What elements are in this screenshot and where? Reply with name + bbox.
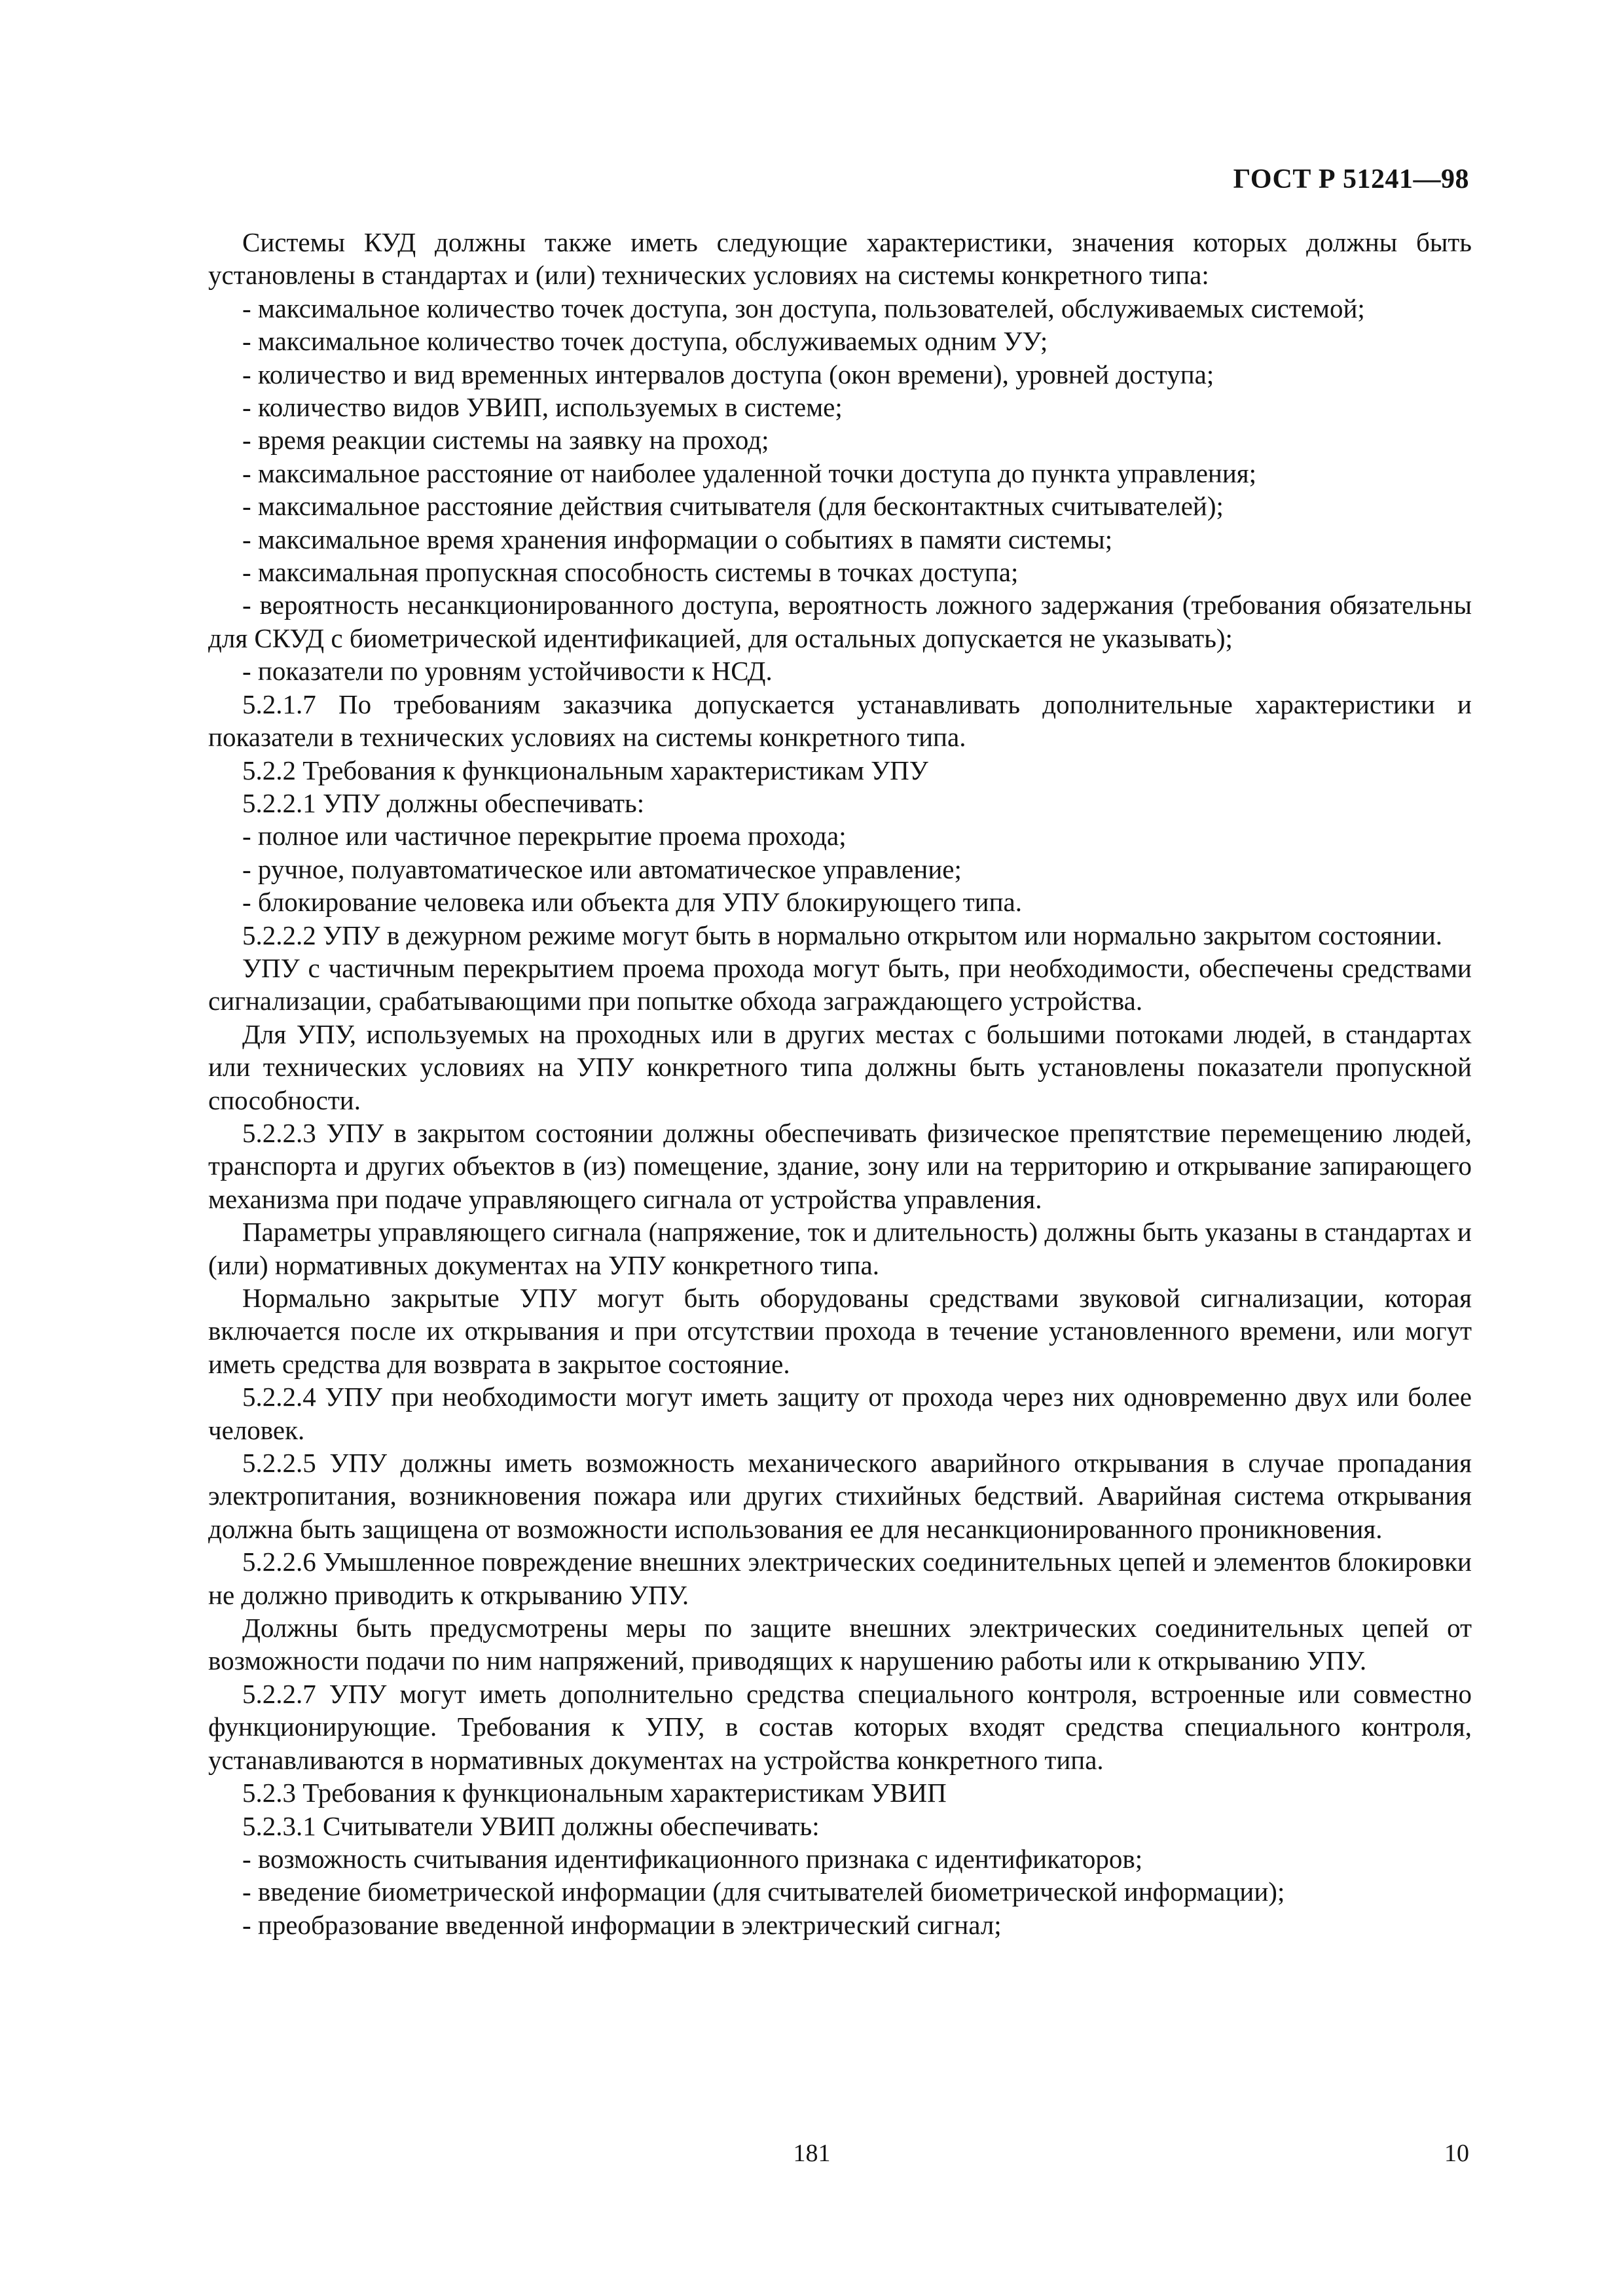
list-item: - показатели по уровням устойчивости к НСД. [242,656,773,687]
paragraph: 5.2.2.2 УПУ в дежурном режиме могут быть в нормально открытом или нормально закрытом состоянии. [242,920,1443,950]
list-item: - максимальное количество точек доступа, обслуживаемых одним УУ; [242,326,1048,357]
paragraph: 5.2.2.7 УПУ могут иметь дополнительно средства специального контроля, встроенные или совместно функционирующие. Требования к УПУ, в состав которых входят средства специального контроля, устанавливаются в нормативных документах на устройства конкретного типа. [208,1678,1472,1775]
list-item: - количество видов УВИП, используемых в системе; [242,392,843,423]
paragraph: Системы КУД должны также иметь следующие характеристики, значения которых должны быть установлены в стандартах и (или) технических условиях на системы конкретного типа: [208,227,1472,291]
list-item: - максимальное количество точек доступа, зон доступа, пользователей, обслуживаемых системой; [242,293,1365,323]
sheet-number: 10 [1444,2140,1469,2167]
list-item: - возможность считывания идентификационного признака с идентификаторов; [242,1843,1143,1874]
list-item: - время реакции системы на заявку на проход; [242,425,769,456]
list-item: - вероятность несанкционированного доступа, вероятность ложного задержания (требования обязательны для СКУД с биометрической идентификацией, для остальных допускается не указывать); [208,590,1472,653]
list-item: - максимальное расстояние от наиболее удаленной точки доступа до пункта управления; [242,457,1257,488]
document-code: ГОСТ Р 51241—98 [1233,164,1469,194]
document-body [208,226,1472,1941]
list-item: - блокирование человека или объекта для УПУ блокирующего типа. [242,887,1022,918]
list-item: - ручное, полуавтоматическое или автоматическое управление; [242,853,962,884]
paragraph: 5.2.2.3 УПУ в закрытом состоянии должны обеспечивать физическое препятствие перемещению людей, транспорта и других объектов в (из) помещение, здание, зону или на территорию и открывание запирающего механизма при подаче управляющего сигнала от устройства управления. [208,1117,1472,1214]
list-item: - полное или частичное перекрытие проема прохода; [242,821,847,852]
paragraph: 5.2.2.4 УПУ при необходимости могут иметь защиту от прохода через них одновременно двух или более человек. [208,1382,1472,1445]
paragraph: 5.2.2.5 УПУ должны иметь возможность механического аварийного открывания в случае пропадания электропитания, возникновения пожара или других стихийных бедствий. Аварийная система открывания должна быть защищена от возможности использования ее для несанкционированного проникновения. [208,1448,1472,1544]
list-item: - введение биометрической информации (для считывателей биометрической информации); [242,1876,1285,1907]
paragraph: Нормально закрытые УПУ могут быть оборудованы средствами звуковой сигнализации, которая включается после их открывания и при отсутствии прохода в течение установленного времени, или могут иметь средства для возврата в закрытое состояние. [208,1283,1472,1379]
paragraph: 5.2.2.1 УПУ должны обеспечивать: [242,787,645,818]
paragraph: Для УПУ, используемых на проходных или в других местах с большими потоками людей, в стандартах или технических условиях на УПУ конкретного типа должны быть установлены показатели пропускной способности. [208,1018,1472,1115]
list-item: - количество и вид временных интервалов доступа (окон времени), уровней доступа; [242,359,1214,389]
paragraph: 5.2.3.1 Считыватели УВИП должны обеспечивать: [242,1810,820,1841]
paragraph: УПУ с частичным перекрытием проема прохода могут быть, при необходимости, обеспечены средствами сигнализации, срабатывающими при попытке обхода заграждающего устройства. [208,952,1472,1016]
paragraph: Параметры управляющего сигнала (напряжение, ток и длительность) должны быть указаны в стандартах и (или) нормативных документах на УПУ конкретного типа. [208,1217,1472,1280]
paragraph: Должны быть предусмотрены меры по защите внешних электрических соединительных цепей от возможности подачи по ним напряжений, приводящих к нарушению работы или к открыванию УПУ. [208,1613,1472,1676]
paragraph: 5.2.2.6 Умышленное повреждение внешних электрических соединительных цепей и элементов блокировки не должно приводить к открыванию УПУ. [208,1547,1472,1610]
list-item: - преобразование введенной информации в электрический сигнал; [242,1909,1002,1940]
list-item: - максимальное расстояние действия считывателя (для бесконтактных считывателей); [242,491,1224,522]
paragraph: 5.2.2 Требования к функциональным характеристикам УПУ [242,755,928,785]
paragraph: 5.2.3 Требования к функциональным характеристикам УВИП [242,1778,947,1808]
list-item: - максимальная пропускная способность системы в точках доступа; [242,557,1019,588]
list-item: - максимальное время хранения информации о событиях в памяти системы; [242,524,1113,554]
paragraph: 5.2.1.7 По требованиям заказчика допускается устанавливать дополнительные характеристики и показатели в технических условиях на системы конкретного типа. [208,689,1472,753]
page-number: 181 [793,2140,831,2167]
